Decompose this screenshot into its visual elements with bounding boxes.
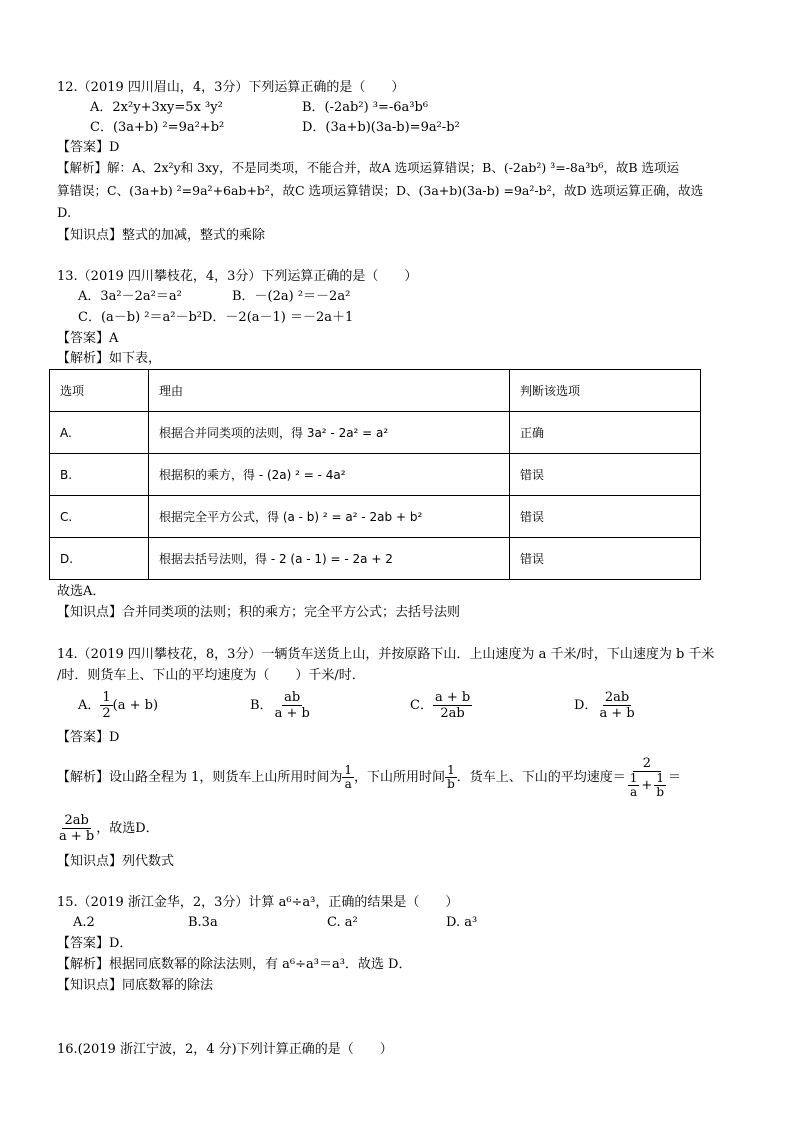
- table-header-row: [50, 370, 701, 412]
- q12-option-a: A．2x²y+3xy=5x ³y²: [90, 100, 223, 115]
- table-cell: 根据完全平方公式，得 (a - b) ² = a² - 2ab + b²: [149, 496, 510, 538]
- fraction: $\frac{1}{b}$: [447, 763, 455, 791]
- q14-analysis: 【解析】设山路全程为 1，则货车上山所用时间为 $\frac{1}{a}$ ，下山所用时间 $\frac{1}{b}$ ．货车上、下山的平均速度＝ 2 $\frac{1}{a}$ + $\frac{1}{b}$ ＝: [57, 756, 682, 799]
- q12-option-c: C．(3a+b) ²=9a²+b²: [90, 120, 225, 135]
- q14-option-a: A． $\frac{1}{2}$ (a + b): [78, 690, 159, 721]
- table-cell: A.: [50, 412, 149, 454]
- table-cell: 根据积的乘方，得 - (2a) ² = - 4a²: [149, 454, 510, 496]
- q16-stem: 16.(2019 浙江宁波，2，4 分)下列计算正确的是（ ）: [57, 1042, 393, 1057]
- q13-answer: 【答案】A: [57, 331, 119, 346]
- table-row: [50, 496, 701, 538]
- q13-stem: 13.（2019 四川攀枝花，4，3分）下列运算正确的是（ ）: [57, 269, 418, 284]
- table-cell: B.: [50, 454, 149, 496]
- q15-answer: 【答案】D．: [57, 936, 133, 951]
- q14-option-c: C． $\frac{a + b}{2ab}$: [410, 690, 471, 721]
- q15-option-d: D. a³: [446, 915, 478, 930]
- table-cell: 错误: [510, 454, 701, 496]
- q14-result: $\frac{2ab}{a + b}$ ，故选D．: [59, 813, 159, 844]
- q13-knowledge: 【知识点】合并同类项的法则；积的乘方；完全平方公式；去括号法则: [57, 605, 461, 620]
- table-header-cell: 选项: [50, 370, 149, 412]
- table-cell: 错误: [510, 496, 701, 538]
- q15-analysis: 【解析】根据同底数幂的除法法则，有 a⁶÷a³＝a³．故选 D．: [57, 957, 412, 972]
- q12-answer: 【答案】D: [57, 140, 120, 155]
- fraction: $\frac{ab}{a + b}$: [274, 690, 310, 721]
- fraction: $\frac{a + b}{2ab}$: [434, 690, 471, 721]
- table-cell: 根据合并同类项的法则，得 3a² - 2a² = a²: [149, 412, 510, 454]
- q13-analysis-table: [49, 369, 701, 580]
- q12-option-d: D．(3a+b)(3a-b)=9a²-b²: [302, 120, 460, 135]
- q13-option-b: B．－(2a) ²＝－2a²: [232, 289, 351, 304]
- q14-answer: 【答案】D: [57, 730, 120, 745]
- table-cell: 根据去括号法则，得 - 2 (a - 1) = - 2a + 2: [149, 538, 510, 580]
- q12-knowledge: 【知识点】整式的加减，整式的乘除: [57, 228, 266, 243]
- table-cell: 正确: [510, 412, 701, 454]
- q14-option-d: D． $\frac{2ab}{a + b}$: [574, 690, 635, 721]
- fraction: $\frac{2ab}{a + b}$: [59, 813, 95, 844]
- fraction: $\frac{2ab}{a + b}$: [599, 690, 635, 721]
- q15-knowledge: 【知识点】同底数幂的除法: [57, 978, 214, 993]
- table-cell: C.: [50, 496, 149, 538]
- table-cell: 错误: [510, 538, 701, 580]
- table-header-cell: 判断该选项: [510, 370, 701, 412]
- q13-option-a: A．3a²－2a²＝a²: [78, 289, 182, 304]
- complex-fraction: 2 $\frac{1}{a}$ + $\frac{1}{b}$: [629, 756, 664, 799]
- q14-stem-line1: 14.（2019 四川攀枝花，8，3分）一辆货车送货上山，并按原路下山．上山速度为 a 千米/时，下山速度为 b 千米: [57, 647, 715, 662]
- q12-analysis-line3: D.: [57, 206, 72, 221]
- q12-analysis-line2: 算错误；C、(3a+b) ²=9a²+6ab+b²，故C 选项运算错误；D、(3a+b)(3a-b) =9a²-b²，故D 选项运算正确，故选: [57, 183, 704, 198]
- table-row: [50, 412, 701, 454]
- fraction: $\frac{1}{2}$: [102, 690, 111, 721]
- q12-stem: 12.（2019 四川眉山，4，3分）下列运算正确的是（ ）: [57, 80, 405, 95]
- table-header-cell: 理由: [149, 370, 510, 412]
- q13-conclusion: 故选A．: [57, 584, 106, 599]
- q15-stem: 15.（2019 浙江金华，2，3分）计算 a⁶÷a³，正确的结果是（ ）: [57, 895, 459, 910]
- table-row: [50, 538, 701, 580]
- q15-option-a: A.2: [73, 915, 95, 930]
- q14-option-b: B． $\frac{ab}{a + b}$: [250, 690, 310, 721]
- q12-option-b: B．(-2ab²) ³=-6a³b⁶: [302, 100, 429, 115]
- q14-stem-line2: /时．则货车上、下山的平均速度为（ ）千米/时．: [57, 668, 365, 683]
- q15-option-c: C. a²: [327, 915, 358, 930]
- table-row: [50, 454, 701, 496]
- q15-option-b: B.3a: [188, 915, 218, 930]
- fraction: $\frac{1}{a}$: [344, 763, 353, 791]
- q14-knowledge: 【知识点】列代数式: [57, 854, 175, 869]
- table-cell: D.: [50, 538, 149, 580]
- q13-analysis: 【解析】如下表，: [57, 351, 162, 366]
- q13-option-cd: C．(a－b) ²＝a²－b²D．－2(a－1) ＝－2a＋1: [78, 310, 354, 325]
- q12-analysis-line1: 【解析】解：A、2x²y和 3xy，不是同类项，不能合并，故A 选项运算错误；B、(-2ab²) ³=-8a³b⁶，故B 选项运: [57, 160, 679, 175]
